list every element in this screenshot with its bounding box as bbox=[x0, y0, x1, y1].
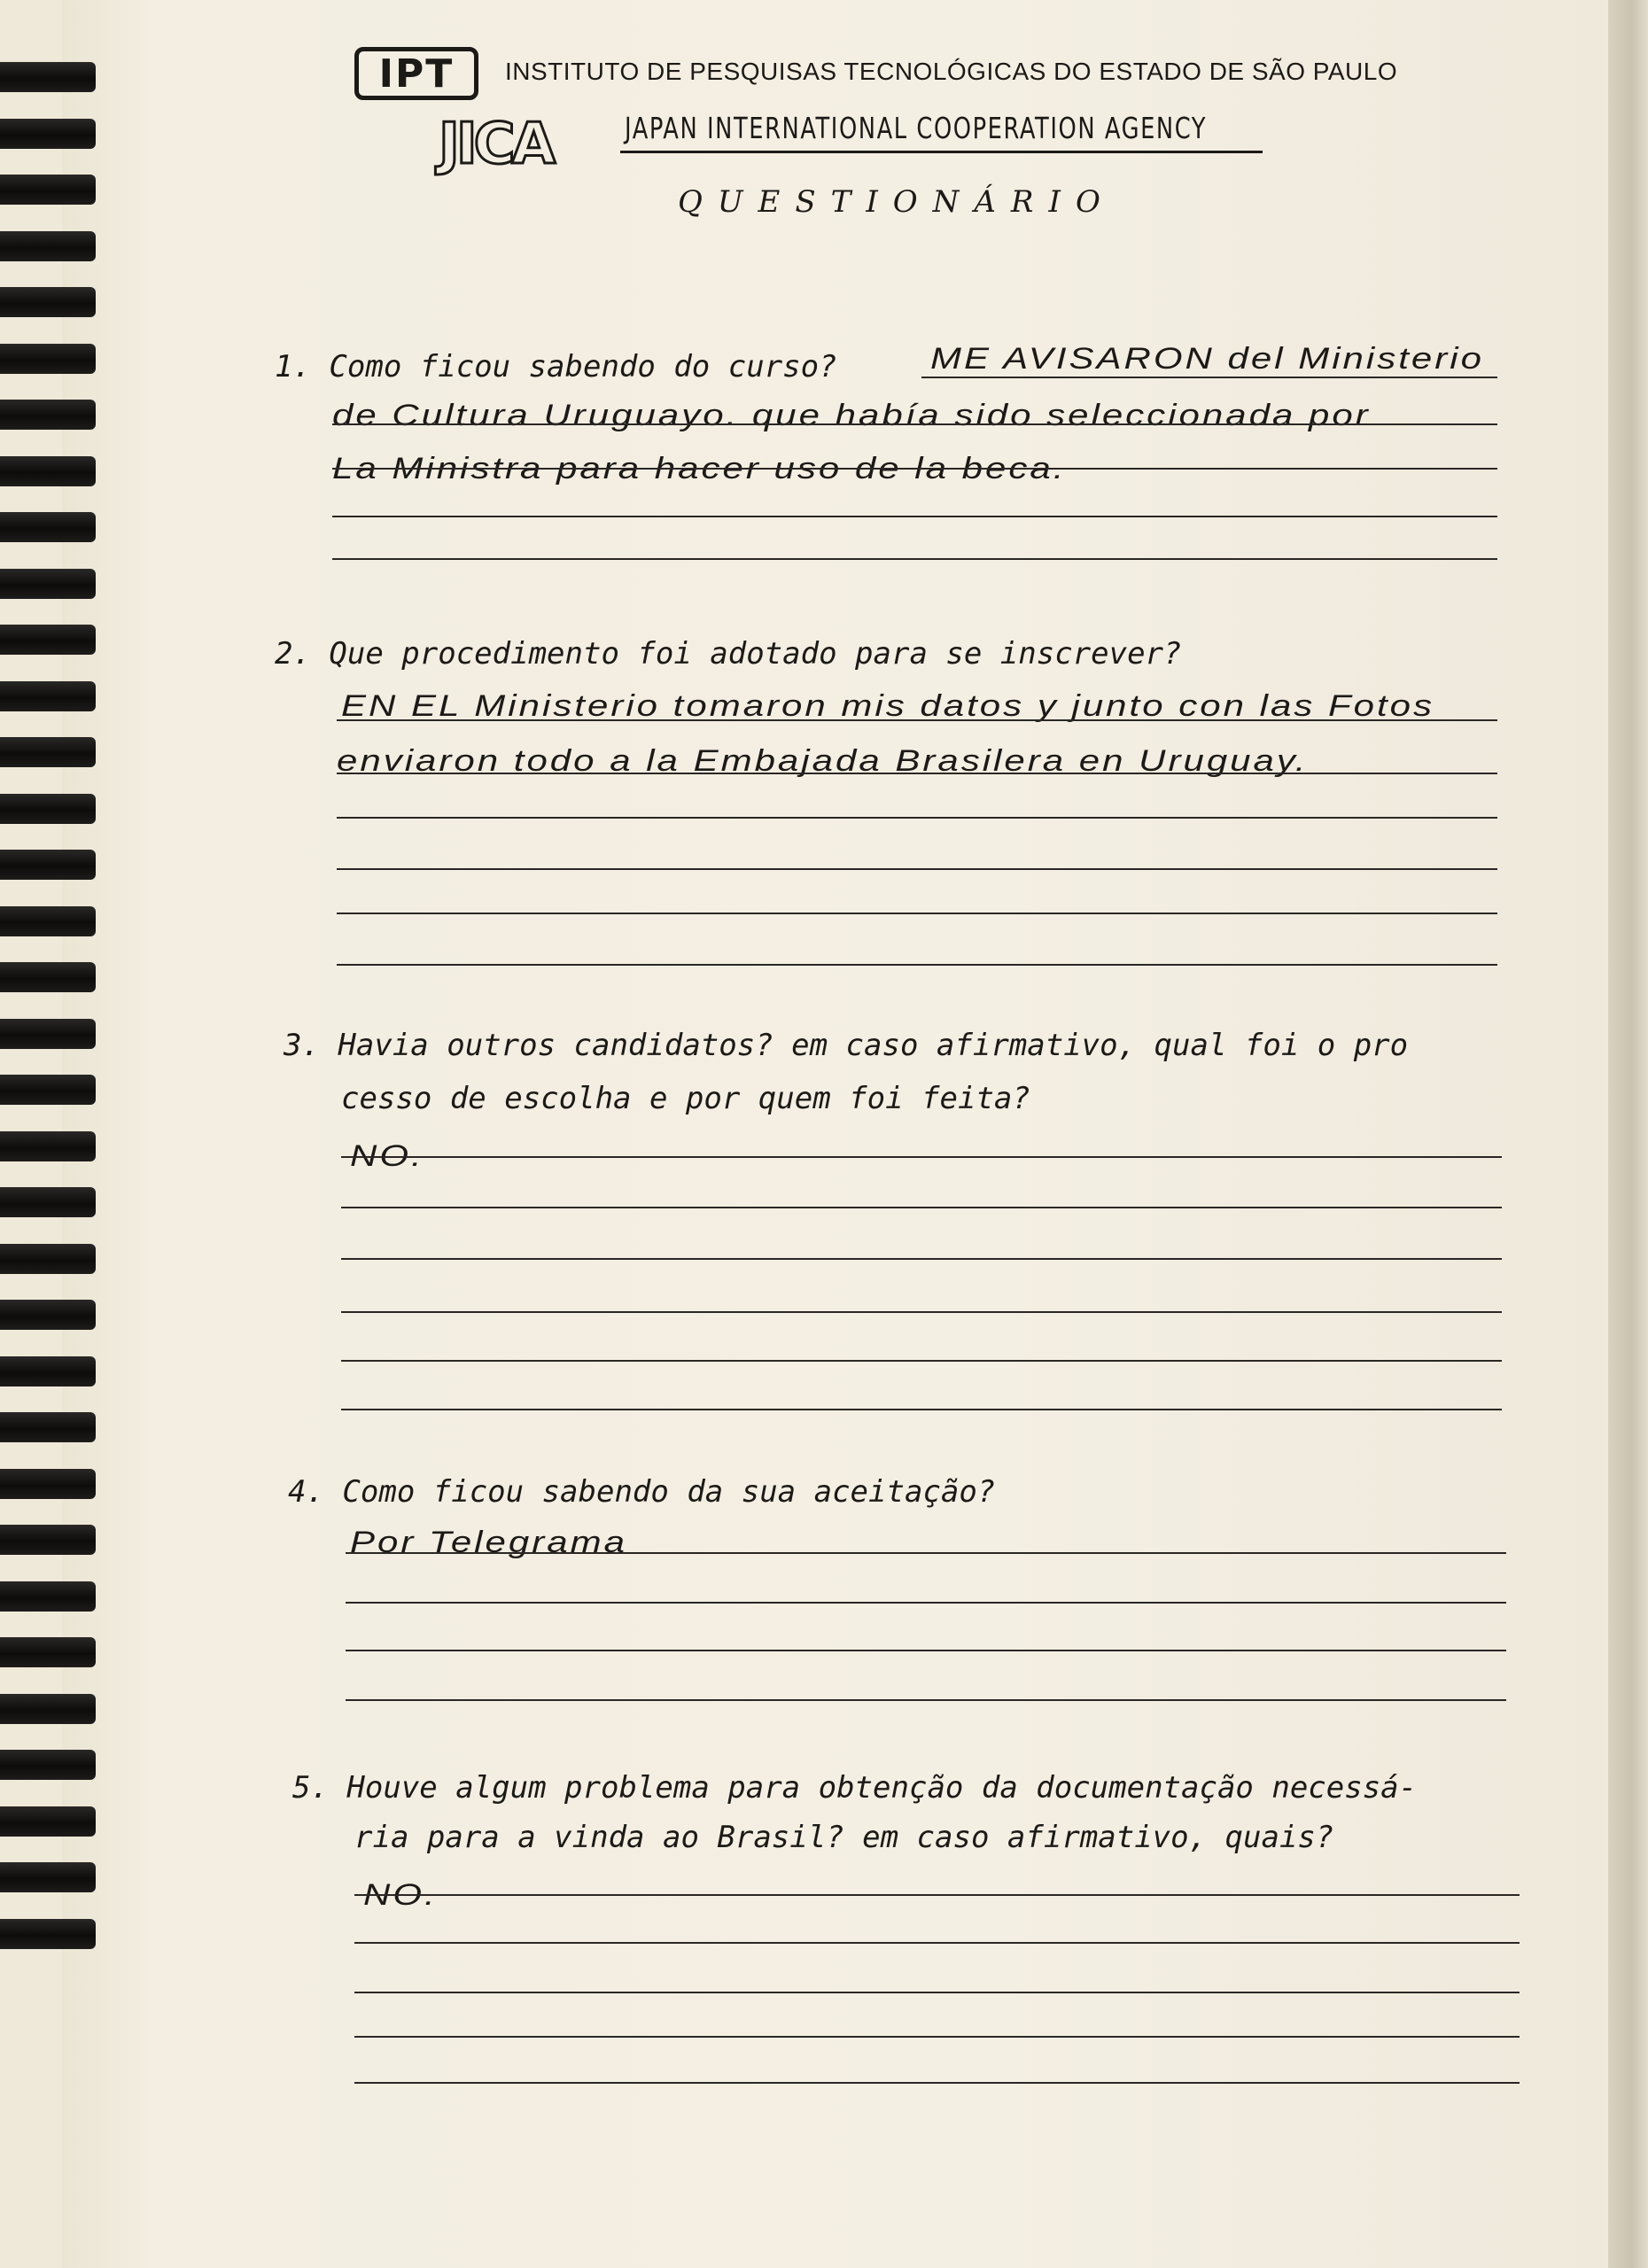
question-2-text: 2. Que procedimento foi adotado para se inscrever? bbox=[275, 636, 1182, 672]
spiral-binding bbox=[0, 0, 106, 2268]
answer-5-rule bbox=[354, 1992, 1520, 1993]
binding-ring bbox=[0, 1356, 96, 1386]
answer-5-rule bbox=[354, 1942, 1520, 1944]
ipt-institute-name: INSTITUTO DE PESQUISAS TECNOLÓGICAS DO ESTADO DE SÃO PAULO bbox=[505, 58, 1398, 85]
ipt-logo: IPT bbox=[354, 47, 478, 100]
answer-2-line-1: EN EL Ministerio tomaron mis datos y junto con las Fotos bbox=[341, 687, 1435, 723]
binding-ring bbox=[0, 1244, 96, 1274]
binding-ring bbox=[0, 400, 96, 430]
answer-3-rule bbox=[341, 1258, 1502, 1260]
binding-ring bbox=[0, 1581, 96, 1612]
binding-ring bbox=[0, 850, 96, 880]
answer-4-rule bbox=[346, 1552, 1506, 1554]
answer-2-rule bbox=[337, 773, 1497, 774]
answer-2-rule bbox=[337, 913, 1497, 914]
header-rule bbox=[620, 151, 1263, 153]
answer-3-rule bbox=[341, 1360, 1502, 1362]
answer-5-rule bbox=[354, 2082, 1520, 2084]
answer-3-rule bbox=[341, 1409, 1502, 1410]
binding-ring bbox=[0, 512, 96, 542]
answer-2-rule bbox=[337, 719, 1497, 721]
answer-5-rule bbox=[354, 1894, 1520, 1896]
binding-ring bbox=[0, 287, 96, 317]
question-3-text-cont: cesso de escolha e por quem foi feita? bbox=[341, 1081, 1030, 1116]
answer-1-rule bbox=[332, 558, 1497, 560]
answer-4-rule bbox=[346, 1699, 1506, 1701]
jica-agency-name: JAPAN INTERNATIONAL COOPERATION AGENCY bbox=[625, 111, 1208, 145]
binding-ring bbox=[0, 1412, 96, 1442]
answer-2-line-2: enviaron todo a la Embajada Brasilera en Uruguay. bbox=[337, 742, 1309, 778]
binding-ring bbox=[0, 962, 96, 992]
question-3-text: 3. Havia outros candidatos? em caso afirmativo, qual foi o pro bbox=[284, 1028, 1409, 1063]
binding-ring bbox=[0, 625, 96, 655]
answer-3-line-1: NO. bbox=[350, 1138, 424, 1173]
binding-ring bbox=[0, 1131, 96, 1161]
answer-2-rule bbox=[337, 817, 1497, 819]
answer-5-rule bbox=[354, 2036, 1520, 2038]
answer-2-rule bbox=[337, 868, 1497, 870]
binding-ring bbox=[0, 1019, 96, 1049]
binding-ring bbox=[0, 1637, 96, 1667]
binding-ring bbox=[0, 1187, 96, 1217]
answer-5-line-1: NO. bbox=[363, 1876, 438, 1912]
answer-1-line-2: de Cultura Uruguayo. que había sido seleccionada por bbox=[332, 397, 1371, 432]
binding-ring bbox=[0, 231, 96, 261]
binding-ring bbox=[0, 456, 96, 486]
binding-ring bbox=[0, 1075, 96, 1105]
binding-ring bbox=[0, 569, 96, 599]
jica-logo: JICA bbox=[439, 112, 553, 177]
binding-ring bbox=[0, 794, 96, 824]
binding-ring bbox=[0, 1469, 96, 1499]
binding-ring bbox=[0, 1862, 96, 1892]
answer-1-rule bbox=[332, 423, 1497, 425]
answer-1-rule bbox=[921, 377, 1497, 378]
question-5-text-cont: ria para a vinda ao Brasil? em caso afirmativo, quais? bbox=[354, 1820, 1334, 1855]
answer-1-rule bbox=[332, 468, 1497, 470]
binding-ring bbox=[0, 62, 96, 92]
answer-3-rule bbox=[341, 1311, 1502, 1313]
answer-4-line-1: Por Telegrama bbox=[350, 1524, 627, 1559]
question-5-text: 5. Houve algum problema para obtenção da documentação necessá- bbox=[292, 1770, 1418, 1806]
binding-ring bbox=[0, 681, 96, 711]
binding-ring bbox=[0, 344, 96, 374]
answer-3-rule bbox=[341, 1156, 1502, 1158]
answer-1-rule bbox=[332, 516, 1497, 517]
letterhead bbox=[354, 40, 1398, 190]
answer-4-rule bbox=[346, 1650, 1506, 1651]
question-4-text: 4. Como ficou sabendo da sua aceitação? bbox=[288, 1474, 996, 1510]
answer-4-rule bbox=[346, 1602, 1506, 1604]
binding-ring bbox=[0, 175, 96, 205]
question-1-text: 1. Como ficou sabendo do curso? bbox=[275, 349, 837, 384]
answer-1-line-1: ME AVISARON del Ministerio bbox=[930, 340, 1484, 376]
binding-ring bbox=[0, 119, 96, 149]
binding-ring bbox=[0, 1694, 96, 1724]
page-edge bbox=[1608, 0, 1648, 2268]
answer-3-rule bbox=[341, 1207, 1502, 1208]
answer-2-rule bbox=[337, 964, 1497, 966]
binding-ring bbox=[0, 1525, 96, 1555]
binding-ring bbox=[0, 1806, 96, 1837]
answer-1-line-3: La Ministra para hacer uso de la beca. bbox=[332, 450, 1067, 485]
page-title: QUESTIONÁRIO bbox=[678, 184, 1116, 220]
binding-ring bbox=[0, 1750, 96, 1780]
binding-ring bbox=[0, 1300, 96, 1330]
binding-ring bbox=[0, 737, 96, 767]
binding-ring bbox=[0, 906, 96, 936]
binding-ring bbox=[0, 1919, 96, 1949]
